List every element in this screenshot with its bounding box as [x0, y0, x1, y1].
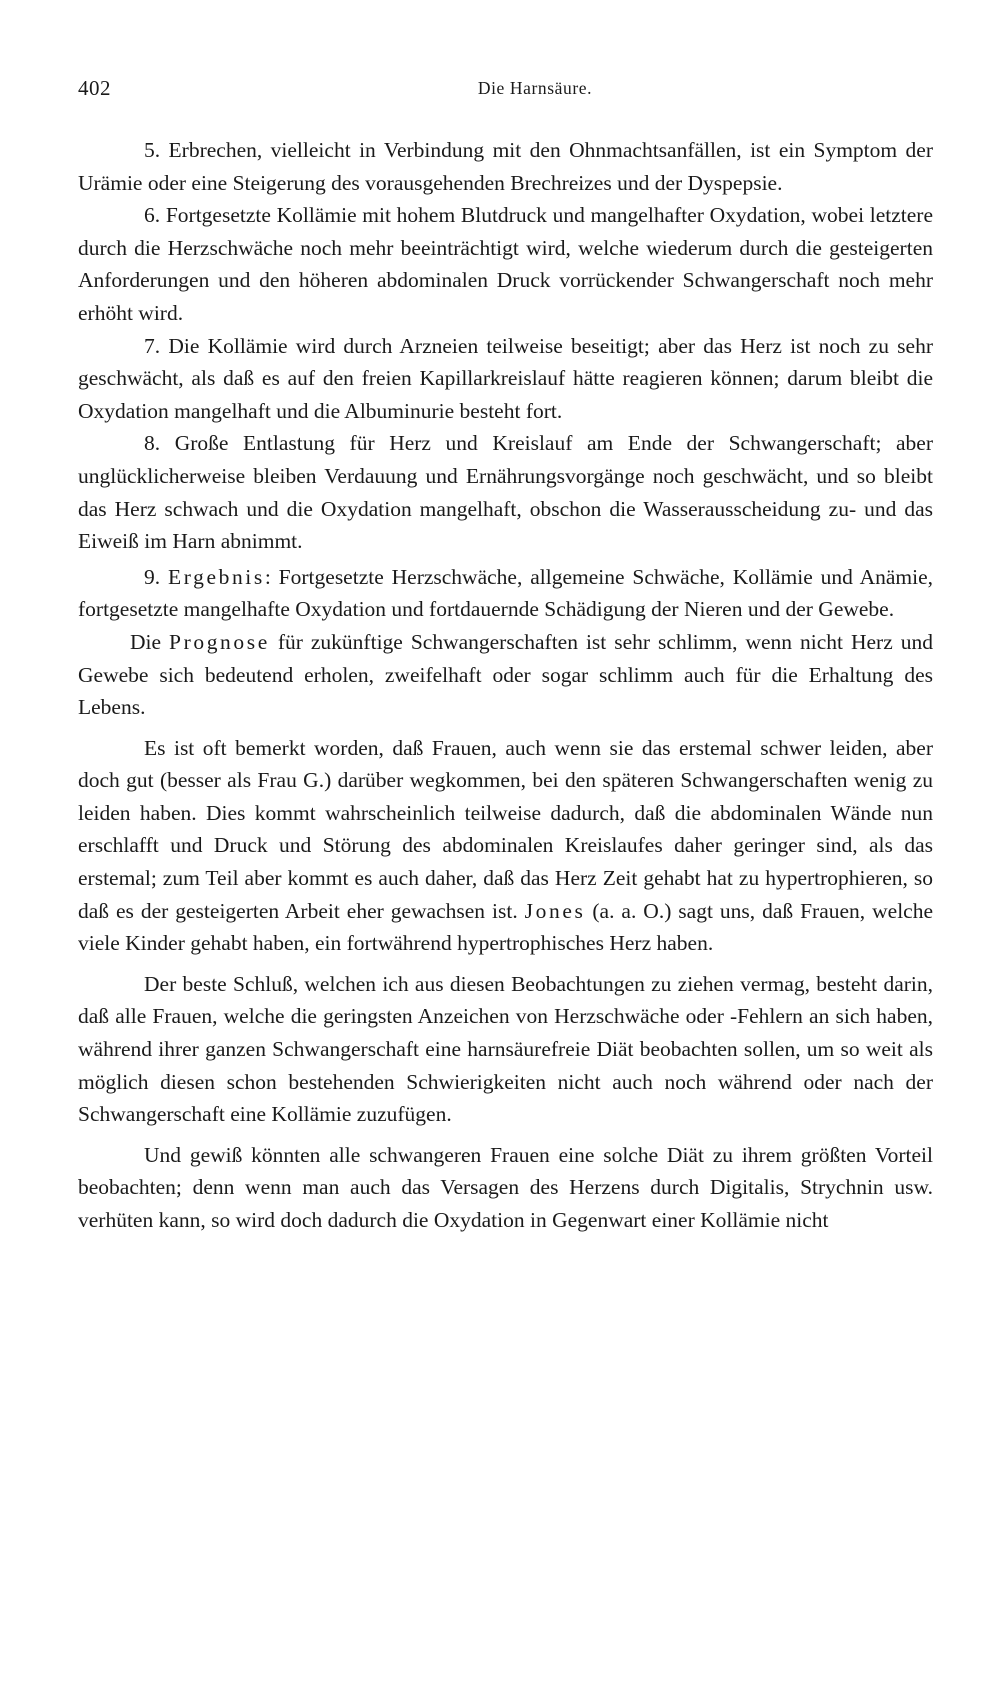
paragraph-conclusion: Der beste Schluß, welchen ich aus diesen Beobachtungen zu ziehen vermag, besteht darin, daß alle Frauen, welche die geringsten Anzeichen von Herzschwäche oder -Fehlern an sich haben, während ihrer ganzen Schwangerschaft eine harnsäurefreie Diät beobachten sollen, um so weit als möglich diesen schon bestehenden Schwierigkeiten nicht auch noch während oder nach der Schwangerschaft eine Kollämie zuzufügen. — [78, 971, 933, 1127]
running-title: Die Harnsäure. — [477, 78, 593, 98]
paragraph-point-8: 8. Große Entlastung für Herz und Kreislauf am Ende der Schwangerschaft; aber unglücklicherweise bleiben Verdauung und Ernährungsvorgänge noch geschwächt, und so bleibt das Herz schwach und die Oxydation mangelhaft, obschon die Wasserausscheidung zu- und das Eiweiß im Harn abnimmt. — [78, 431, 933, 554]
paragraph-diet-advice: Und gewiß könnten alle schwangeren Frauen eine solche Diät zu ihrem größten Vorteil beobachten; denn wenn man auch das Versagen des Herzens durch Digitalis, Strychnin usw. verhüten kann, so wird doch dadurch die Oxydation in Gegenwart einer Kollämie nicht — [78, 1142, 933, 1232]
paragraph-prognose — [78, 626, 933, 724]
paragraph-lead: Es ist oft bemerkt worden, daß Frauen, auch wenn sie das erstemal schwer leiden, aber doch gut (besser als Frau G.) darüber wegkommen, bei den späteren Schwangerschaften wenig zu leiden haben. Dies kommt wahrscheinlich teilweise dadurch, daß die abdominalen Wände nun erschlafft und Druck und Störung des abdominalen Kreislaufes daher geringer sind, als das erstemal; zum Teil aber kommt es auch daher, daß das Herz Zeit gehabt hat zu hypertrophieren, so daß es der gesteigerten Arbeit eher gewachsen ist. — [78, 735, 933, 923]
page-header — [78, 76, 932, 106]
page-number: 402 — [78, 76, 111, 100]
paragraph-later-pregnancies — [78, 732, 933, 960]
paragraph-point-5: 5. Erbrechen, vielleicht in Verbindung mit den Ohnmachtsanfällen, ist ein Symptom der Urämie oder eine Steigerung des vorausgehenden Brechreizes und der Dyspepsie. — [78, 138, 933, 195]
body-text — [78, 134, 933, 1237]
emphasized-term-prognose: Prognose — [169, 629, 270, 654]
paragraph-point-7: 7. Die Kollämie wird durch Arzneien teilweise beseitigt; aber das Herz ist noch zu sehr geschwächt, als daß es auf den freien Kapillarkreislauf hätte reagieren können; darum bleibt die Oxydation mangelhaft und die Albuminurie besteht fort. — [78, 333, 933, 423]
paragraph-lead: 9. — [144, 564, 168, 589]
paragraph-lead: Die — [130, 629, 170, 654]
emphasized-term-ergebnis: Ergebnis — [168, 564, 265, 589]
paragraph-point-6: 6. Fortgesetzte Kollämie mit hohem Blutdruck und mangelhafter Oxydation, wobei letztere durch die Herzschwäche noch mehr beeinträchtigt wird, welche wiederum durch die gesteigerten Anforderungen und den höheren abdominalen Druck vorrückender Schwangerschaft noch mehr erhöht wird. — [78, 203, 933, 325]
paragraph-rest: : Fortgesetzte Herzschwäche, allgemeine Schwäche, Kollämie und Anämie, fortgesetzte mangelhafte Oxydation und fortdauernde Schädigung der Nieren und der Gewebe. — [78, 564, 934, 622]
paragraph-rest: für zukünftige Schwangerschaften ist sehr schlimm, wenn nicht Herz und Gewebe sich bedeutend erholen, zweifelhaft oder sogar schlimm auch für die Erhaltung des Lebens. — [78, 629, 933, 720]
paragraph-rest: (a. a. O.) sagt uns, daß Frauen, welche viele Kinder gehabt haben, ein fortwährend hypertrophisches Herz haben. — [78, 898, 933, 956]
paragraph-point-9-ergebnis — [78, 561, 933, 626]
author-name-jones: Jones — [524, 898, 586, 923]
